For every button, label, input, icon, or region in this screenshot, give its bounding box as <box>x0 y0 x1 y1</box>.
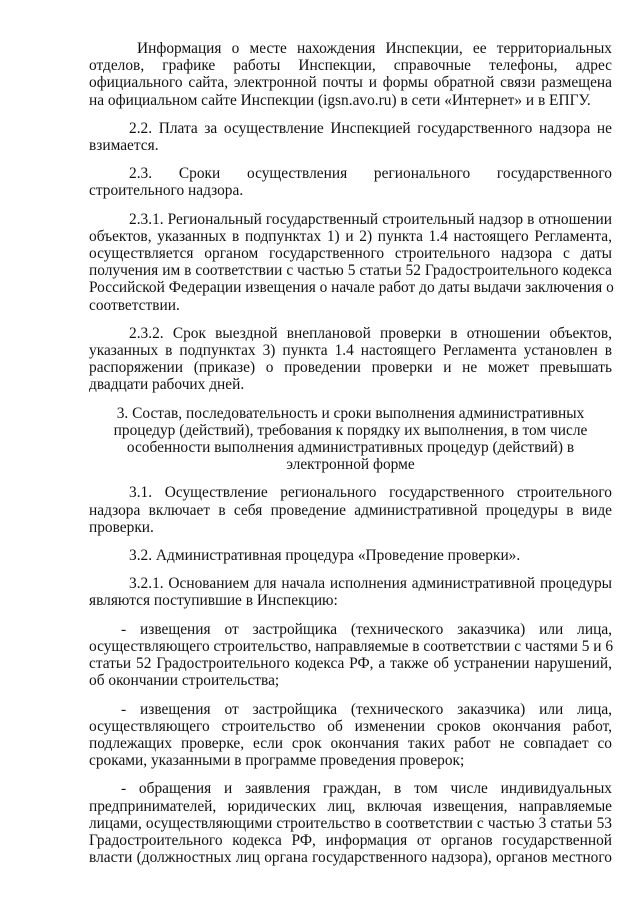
text-line: Российской Федерации извещения о начале работ до даты выдачи заключения о <box>89 279 614 297</box>
text-line: 3.2.1. Основанием для начала исполнения административной процедуры <box>129 575 612 593</box>
text-line: объектов, указанных в подпунктах 1) и 2) пункта 1.4 настоящего Регламента, <box>89 227 612 245</box>
text-line: распоряжении (приказе) о проведении проверки и не может превышать <box>89 359 612 377</box>
text-line: осуществляющего строительство об изменении сроков окончания работ, <box>89 717 612 735</box>
text-line: указанных в подпунктах 3) пункта 1.4 настоящего Регламента установлен в <box>89 342 612 360</box>
paragraph-2-3 <box>89 165 612 199</box>
text-word: регионального <box>373 165 471 183</box>
text-line: надзора включает в себя проведение административной процедуры в виде <box>89 501 612 519</box>
text-word: государственного <box>496 165 612 183</box>
text-line: 3.2. Административная процедура «Проведение проверки». <box>129 547 521 565</box>
text-line: получения им в соответствии с частью 5 статьи 52 Градостроительного кодекса <box>89 262 612 280</box>
paragraph-3-1 <box>89 484 612 536</box>
text-line: сроками, указанными в программе проведения проверок; <box>89 752 465 770</box>
text-line: осуществляется органом государственного строительного надзора с даты <box>89 245 612 263</box>
text-line: 2.2. Плата за осуществление Инспекцией государственного надзора не <box>129 119 612 137</box>
text-line: официального сайта, электронной почты и формы обратной связи размещена <box>89 74 612 92</box>
text-line: власти (должностных лиц органа государственного надзора), органов местного <box>89 849 612 867</box>
text-line: соответствии. <box>89 296 180 314</box>
text-word: Сроки <box>178 165 221 183</box>
text-line: Градостроительного кодекса РФ, информация от органов государственной <box>89 831 612 849</box>
list-item-notice-deadlines <box>89 701 612 770</box>
text-line: статьи 52 Градостроительного кодекса РФ, а также об устранении нарушений, <box>89 655 612 673</box>
text-line: являются поступившие в Инспекцию: <box>89 592 338 610</box>
text-line: об окончании строительства; <box>89 672 280 690</box>
text-line: 2.3.2. Срок выездной внеплановой проверки в отношении объектов, <box>129 324 612 342</box>
paragraph-2-2 <box>89 120 612 154</box>
paragraph-2-3-2 <box>89 325 612 394</box>
heading-line: 3. Состав, последовательность и сроки выполнения административных <box>116 404 585 422</box>
text-line: строительного надзора. <box>89 182 244 200</box>
text-line: проверки. <box>89 518 154 536</box>
text-line: 3.1. Осуществление регионального государственного строительного <box>129 484 612 502</box>
text-line: на официальном сайте Инспекции (igsn.avo.ru) в сети «Интернет» и в ЕПГУ. <box>89 91 591 109</box>
heading-line: особенности выполнения административных процедур (действий) в <box>126 439 575 457</box>
text-word: осуществления <box>247 165 348 183</box>
text-line: 2.3.1. Региональный государственный строительный надзор в отношении <box>129 210 612 228</box>
heading-line: процедур (действий), требования к порядку их выполнения, в том числе <box>113 421 588 439</box>
section-heading-3 <box>89 405 612 474</box>
paragraph-2-3-1 <box>89 211 612 314</box>
text-line: предпринимателей, юридических лиц, включая извещения, направляемые <box>89 797 612 815</box>
text-line: - обращения и заявления граждан, в том числе индивидуальных <box>121 780 612 798</box>
paragraph-contact-info <box>89 40 612 109</box>
text-line: лицами, осуществляющими строительство в соответствии с частью 3 статьи 53 <box>89 814 612 832</box>
text-line: отделов, графике работы Инспекции, справочные телефоны, адрес <box>89 57 612 75</box>
list-item-citizen-appeals <box>89 780 612 866</box>
text-line: двадцати рабочих дней. <box>89 376 245 394</box>
text-line: взимается. <box>89 137 159 155</box>
text-line <box>89 165 612 182</box>
text-line: - извещения от застройщика (технического заказчика) или лица, <box>121 700 612 718</box>
heading-line: электронной форме <box>286 456 415 474</box>
text-line: Информация о месте нахождения Инспекции, ее территориальных <box>137 40 612 57</box>
text-line: подлежащих проверке, если срок окончания таких работ не совпадает со <box>89 734 612 752</box>
list-item-notice-construction <box>89 621 612 690</box>
text-word: 2.3. <box>129 165 153 183</box>
text-line: осуществляющего строительство, направляемые в соответствии с частями 5 и 6 <box>89 637 614 655</box>
paragraph-3-2 <box>89 547 612 564</box>
text-line: - извещения от застройщика (технического заказчика) или лица, <box>121 620 612 638</box>
paragraph-3-2-1 <box>89 575 612 609</box>
